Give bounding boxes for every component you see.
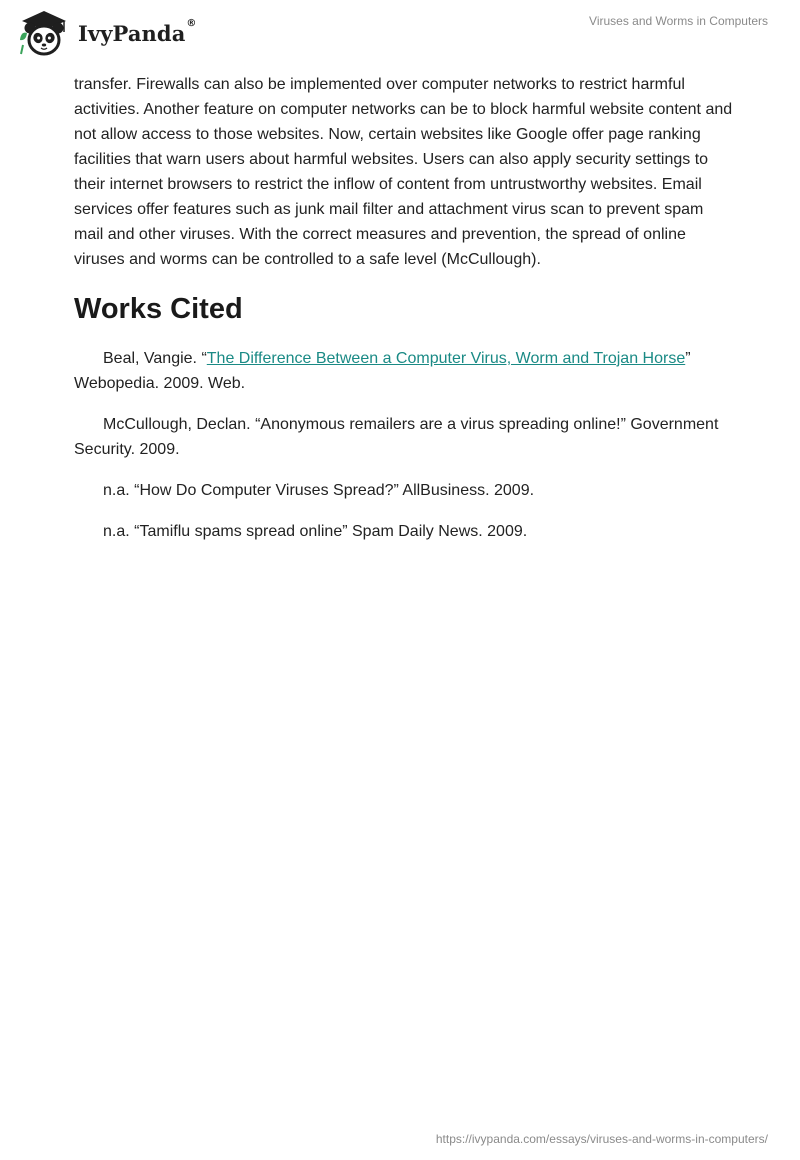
citation-link[interactable]: The Difference Between a Computer Virus, Worm and Trojan Horse <box>206 350 686 367</box>
document-title: Viruses and Worms in Computers <box>589 14 768 28</box>
panda-graduate-icon <box>14 8 74 58</box>
page-header <box>0 0 800 60</box>
essay-content <box>74 72 734 560</box>
citation-item: McCullough, Declan. “Anonymous remailers are a virus spreading online!” Government Security. 2009. <box>74 416 719 458</box>
citation-prefix: Beal, Vangie. “ <box>103 350 207 367</box>
registered-mark: ® <box>186 17 197 29</box>
body-paragraph: transfer. Firewalls can also be implemented over computer networks to restrict harmful activities. Another feature on computer networks can be to block harmful website content and not allow access to those websites. Now, certain websites like Google offer page ranking facilities that warn users about harmful websites. Users can also apply security settings to their internet browsers to restrict the inflow of content from untrustworthy websites. Email services offer features such as junk mail filter and attachment virus scan to prevent spam mail and other viruses. With the correct measures and prevention, the spread of online viruses and worms can be controlled to a safe level (McCullough). <box>74 76 733 268</box>
citation-item: n.a. “How Do Computer Viruses Spread?” AllBusiness. 2009. <box>103 482 535 499</box>
works-cited-heading: Works Cited <box>74 293 243 325</box>
citation-suffix: ” Webopedia. 2009. Web. <box>74 350 691 392</box>
works-cited-list <box>74 346 734 544</box>
logo-wordmark: IvyPanda <box>78 20 186 46</box>
footer-url[interactable]: https://ivypanda.com/essays/viruses-and-worms-in-computers/ <box>435 1132 768 1146</box>
citation-item: n.a. “Tamiflu spams spread online” Spam Daily News. 2009. <box>103 523 528 540</box>
ivypanda-logo[interactable] <box>14 8 196 58</box>
citation-item <box>74 346 734 396</box>
